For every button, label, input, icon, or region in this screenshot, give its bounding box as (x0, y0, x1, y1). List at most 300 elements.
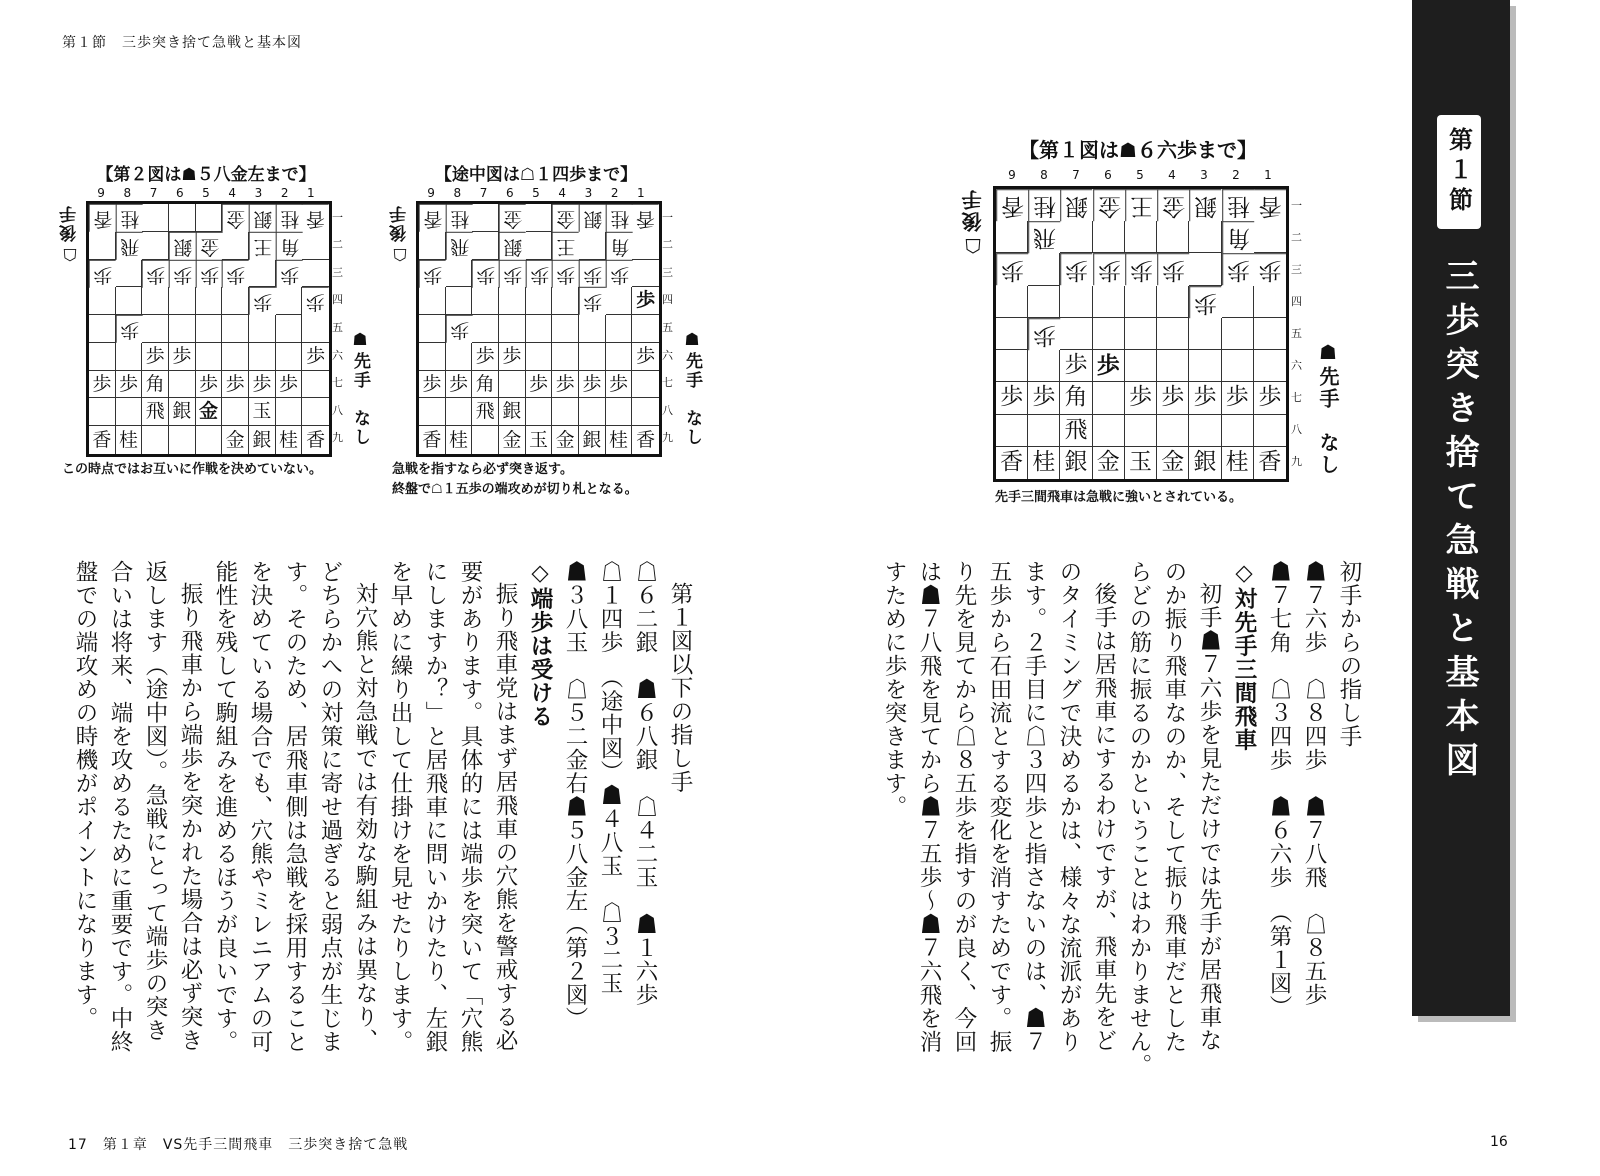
file-label: 4 (558, 186, 567, 200)
board-piece: 桂 (1222, 447, 1254, 479)
board-piece: 歩 (1189, 382, 1221, 414)
board-piece: 香 (89, 426, 116, 454)
diagram-3-note (62, 460, 322, 480)
board-square (526, 343, 553, 371)
board-piece: 歩 (1093, 253, 1125, 285)
body-line: すために歩を突きます。 (881, 560, 907, 819)
rank-label: 一 (1291, 199, 1302, 212)
board-piece: 金 (499, 204, 526, 232)
board-square (632, 315, 659, 343)
board-square (1060, 221, 1092, 253)
board-piece: 銀 (249, 426, 276, 454)
board-square (89, 232, 116, 260)
board-square (1028, 286, 1060, 318)
board-square (526, 287, 553, 315)
diagram-2-file-labels (418, 186, 654, 200)
diagram-2-board (416, 201, 662, 457)
board-piece: 歩 (89, 371, 116, 399)
board-piece: 銀 (579, 204, 606, 232)
diagram-1-gote-label: ☖後手 (961, 188, 985, 258)
left-page-body (67, 560, 697, 1054)
board-piece: 歩 (1157, 253, 1189, 285)
body-line: 初手☗７六歩を見ただけでは先手が居飛車な (1196, 582, 1222, 1052)
rank-label: 六 (1291, 359, 1302, 372)
board-square (249, 260, 276, 288)
board-square (552, 343, 579, 371)
board-square (142, 204, 169, 232)
board-piece: 飛 (446, 232, 473, 260)
board-square (606, 287, 633, 315)
board-piece: 歩 (996, 253, 1028, 285)
rank-label: 六 (332, 348, 343, 362)
board-piece: 玉 (526, 426, 553, 454)
board-square (472, 426, 499, 454)
board-piece: 金 (1093, 447, 1125, 479)
section-heading: ◇端歩は受ける (527, 560, 553, 728)
board-square (472, 315, 499, 343)
rank-label: 二 (662, 238, 673, 252)
board-square (1157, 350, 1189, 382)
section-tab-label: 第１節 (1437, 115, 1481, 229)
body-line: 振り飛車党はまず居飛車の穴熊を警戒する必 (492, 582, 518, 1052)
rank-label: 五 (662, 321, 673, 335)
board-piece: 桂 (446, 426, 473, 454)
board-piece: 桂 (276, 204, 303, 232)
board-square (552, 398, 579, 426)
section-tab-title: 三歩突き捨て急戦と基本図 (1439, 258, 1479, 786)
board-square (1028, 415, 1060, 447)
body-line: のタイミングで決めるかは、様々な流派があり (1056, 560, 1082, 1054)
right-page-body (876, 560, 1366, 1077)
board-piece: 歩 (552, 371, 579, 399)
board-piece: 角 (1222, 221, 1254, 253)
rank-label: 九 (1291, 455, 1302, 468)
board-piece: 歩 (276, 371, 303, 399)
board-piece: 歩 (302, 287, 329, 315)
file-label: 7 (149, 186, 158, 200)
board-piece: 銀 (499, 232, 526, 260)
board-square (526, 398, 553, 426)
diagram-1-board (993, 186, 1289, 482)
board-square (579, 398, 606, 426)
diagram-3-gote-label: ☖後手 (60, 204, 80, 264)
body-line: ☖６二銀 ☗６八銀 ☖４二玉 ☗１六歩 (632, 560, 658, 1007)
board-piece: 桂 (606, 426, 633, 454)
board-square (1189, 318, 1221, 350)
board-piece: 歩 (169, 343, 196, 371)
file-label: 9 (427, 186, 435, 200)
board-square (1093, 221, 1125, 253)
board-square (606, 343, 633, 371)
body-line: ます。２手目に☖３四歩と指さないのは、☗７ (1021, 560, 1047, 1054)
board-piece: 銀 (579, 426, 606, 454)
body-line: にしますか？」と居飛車に問いかけたり、左銀 (422, 560, 448, 1054)
board-square (472, 232, 499, 260)
board-piece: 歩 (579, 287, 606, 315)
board-square (552, 315, 579, 343)
board-piece: 飛 (142, 398, 169, 426)
board-piece: 歩 (116, 371, 143, 399)
board-square (302, 232, 329, 260)
board-square (632, 371, 659, 399)
board-piece: 歩 (499, 260, 526, 288)
board-square (472, 204, 499, 232)
board-piece: 歩 (1060, 350, 1092, 382)
board-square (1060, 318, 1092, 350)
board-piece: 銀 (249, 204, 276, 232)
board-square (1222, 415, 1254, 447)
body-line: ☗３八玉 ☖５二金右☗５八金左（第２図） (562, 560, 588, 1030)
board-square (222, 315, 249, 343)
body-line: 振り飛車から端歩を突かれた場合は必ず突き (177, 582, 203, 1052)
board-piece: 銀 (169, 232, 196, 260)
board-square (996, 286, 1028, 318)
board-piece: 飛 (472, 398, 499, 426)
board-piece: 歩 (606, 260, 633, 288)
board-piece: 玉 (249, 398, 276, 426)
board-piece: 香 (636, 428, 656, 451)
file-label: 4 (228, 186, 237, 200)
board-piece: 桂 (1028, 447, 1060, 479)
board-piece: 王 (1125, 189, 1157, 221)
diagram-2-rank-labels (662, 203, 673, 451)
board-piece: 桂 (116, 426, 143, 454)
board-square (142, 315, 169, 343)
diagram-note-line: 急戦を指すなら必ず突き返す。 (392, 462, 573, 477)
board-piece: 歩 (116, 315, 143, 343)
board-square (1157, 318, 1189, 350)
rank-label: 八 (1291, 423, 1302, 436)
board-piece: 歩 (1125, 253, 1157, 285)
board-square (606, 398, 633, 426)
board-piece: 歩 (472, 343, 499, 371)
board-square (1125, 415, 1157, 447)
body-line: ☗７七角 ☖３四歩 ☗６六歩 （第１図） (1266, 560, 1292, 1019)
file-label: 8 (453, 186, 462, 200)
body-line: 合いは将来、端を攻めるために重要です。中終 (107, 560, 133, 1054)
file-label: 1 (307, 186, 315, 200)
board-square (1093, 286, 1125, 318)
diagram-2-sente-label: ☗先手 なし (682, 330, 702, 447)
board-piece: 歩 (302, 343, 329, 371)
board-square (419, 287, 446, 315)
body-line: 盤での端攻めの時機がポイントになります。 (72, 560, 98, 1030)
board-square (302, 315, 329, 343)
diagram-note-line: 先手三間飛車は急戦に強いとされている。 (995, 490, 1243, 505)
board-piece: 金 (222, 426, 249, 454)
board-piece: 角 (276, 232, 303, 260)
board-square (1093, 415, 1125, 447)
board-square (1157, 221, 1189, 253)
body-line: 後手は居飛車にするわけですが、飛車先をど (1091, 582, 1117, 1052)
board-square (446, 260, 473, 288)
board-square (1254, 415, 1286, 447)
diagram-1-file-labels (996, 168, 1284, 182)
board-piece: 歩 (1060, 253, 1092, 285)
board-square (1189, 221, 1221, 253)
rank-label: 七 (662, 376, 673, 390)
rank-label: 三 (662, 265, 673, 279)
board-square (196, 315, 223, 343)
board-square (249, 343, 276, 371)
file-label: 9 (97, 186, 105, 200)
rank-label: 九 (662, 431, 673, 445)
board-piece: 玉 (1125, 447, 1157, 479)
board-piece: 歩 (196, 260, 223, 288)
file-label: 8 (1040, 168, 1048, 182)
board-piece: 金 (196, 398, 223, 426)
board-piece: 歩 (579, 260, 606, 288)
file-label: 5 (532, 186, 540, 200)
board-piece: 歩 (142, 260, 169, 288)
board-square (1157, 286, 1189, 318)
body-line: ☗７六歩 ☖８四歩 ☗７八飛 ☖８五歩 (1301, 560, 1327, 1007)
board-piece: 香 (1254, 189, 1286, 221)
board-piece: 歩 (89, 260, 116, 288)
file-label: 1 (1264, 168, 1272, 182)
board-square (606, 315, 633, 343)
body-line: 第１図以下の指し手 (667, 582, 693, 794)
board-square (499, 371, 526, 399)
board-square (446, 287, 473, 315)
rank-label: 一 (332, 210, 343, 224)
board-piece: 歩 (169, 260, 196, 288)
section-heading: ◇対先手三間飛車 (1231, 560, 1257, 752)
board-square (1222, 318, 1254, 350)
rank-label: 八 (332, 403, 343, 417)
board-square (1028, 253, 1060, 285)
body-line: り先を見てから☖８五歩を指すのが良く、今回 (951, 560, 977, 1054)
board-square (222, 343, 249, 371)
body-line: ☖１四歩 （途中図）☗４八玉 ☖３二玉 (597, 560, 623, 996)
rank-label: 三 (1291, 263, 1302, 276)
board-square (142, 287, 169, 315)
file-label: 4 (1168, 168, 1176, 182)
body-line: す。そのため、居飛車側は急戦を採用すること (282, 560, 308, 1054)
board-piece: 飛 (1028, 221, 1060, 253)
board-square (196, 343, 223, 371)
board-square (89, 315, 116, 343)
board-piece: 歩 (632, 343, 659, 371)
body-line: は☗７八飛を見てから☗７五歩〜☗７六飛を消 (916, 560, 942, 1054)
board-piece: 金 (222, 204, 249, 232)
board-piece: 香 (1258, 449, 1282, 476)
board-square (222, 398, 249, 426)
board-piece: 歩 (446, 371, 473, 399)
board-square (169, 315, 196, 343)
board-piece: 香 (302, 204, 329, 232)
rank-label: 八 (662, 403, 673, 417)
board-square (419, 343, 446, 371)
board-square (1093, 318, 1125, 350)
board-piece: 飛 (1060, 415, 1092, 447)
board-piece: 歩 (1093, 350, 1125, 382)
board-square (419, 315, 446, 343)
board-piece: 銀 (1189, 447, 1221, 479)
diagram-1-sente-label: ☗先手 なし (1316, 340, 1340, 476)
board-piece: 桂 (1222, 189, 1254, 221)
board-piece: 桂 (1028, 189, 1060, 221)
board-piece: 歩 (996, 382, 1028, 414)
board-square (276, 287, 303, 315)
board-square (116, 260, 143, 288)
board-piece: 歩 (1189, 286, 1221, 318)
board-square (632, 260, 659, 288)
board-piece: 歩 (606, 371, 633, 399)
rank-label: 五 (1291, 327, 1302, 340)
board-piece: 歩 (526, 260, 553, 288)
board-square (1254, 350, 1286, 382)
board-piece: 銀 (169, 398, 196, 426)
file-label: 5 (1136, 168, 1144, 182)
rank-label: 四 (1291, 295, 1302, 308)
board-square (1060, 286, 1092, 318)
board-square (1125, 221, 1157, 253)
board-square (276, 398, 303, 426)
board-square (499, 287, 526, 315)
diagram-3-sente-label: ☗先手 なし (350, 330, 370, 447)
board-piece: 金 (499, 426, 526, 454)
file-label: 3 (254, 186, 263, 200)
board-piece: 金 (196, 232, 223, 260)
diagram-note-line: この時点ではお互いに作戦を決めていない。 (62, 462, 323, 477)
diagram-3-caption: 【第２図は☗５八金左まで】 (96, 165, 316, 185)
board-square (169, 371, 196, 399)
board-square (169, 204, 196, 232)
board-square (249, 315, 276, 343)
board-square (116, 343, 143, 371)
diagram-note-line: 終盤で☖１五歩の端攻めが切り札となる。 (392, 482, 638, 497)
diagram-3-file-labels (88, 186, 324, 200)
board-square (142, 426, 169, 454)
board-square (579, 232, 606, 260)
board-piece: 王 (552, 232, 579, 260)
diagram-2-gote-label: ☖後手 (390, 204, 410, 264)
footer-left: 17 第１章 VS先手三間飛車 三歩突き捨て急戦 (68, 1137, 409, 1153)
board-square (222, 287, 249, 315)
board-piece: 歩 (579, 371, 606, 399)
body-line: 能性を残して駒組みを進めるほうが良いです。 (212, 560, 238, 1054)
rank-label: 四 (662, 293, 673, 307)
board-square (472, 287, 499, 315)
board-piece: 歩 (1254, 382, 1286, 414)
board-square (1028, 350, 1060, 382)
board-piece: 歩 (222, 371, 249, 399)
rank-label: 五 (332, 321, 343, 335)
board-square (1189, 415, 1221, 447)
board-square (996, 221, 1028, 253)
body-line: 要があります。具体的には端歩を突いて「穴熊 (457, 560, 483, 1054)
board-piece: 金 (1157, 189, 1189, 221)
board-square (632, 232, 659, 260)
file-label: 3 (1200, 168, 1208, 182)
diagram-3-rank-labels (332, 203, 343, 451)
rank-label: 七 (1291, 391, 1302, 404)
board-square (222, 232, 249, 260)
board-piece: 歩 (276, 260, 303, 288)
page-number: 16 (1490, 1134, 1508, 1150)
board-piece: 歩 (446, 315, 473, 343)
file-label: 7 (479, 186, 488, 200)
board-square (1222, 350, 1254, 382)
board-square (196, 287, 223, 315)
board-square (196, 204, 223, 232)
board-square (446, 398, 473, 426)
board-square (526, 315, 553, 343)
board-square (1254, 318, 1286, 350)
board-square (996, 350, 1028, 382)
board-piece: 歩 (1125, 382, 1157, 414)
body-line: らどの筋に振るのかということはわかりません。 (1126, 560, 1152, 1077)
rank-label: 四 (332, 293, 343, 307)
board-piece: 飛 (116, 232, 143, 260)
board-piece: 角 (142, 371, 169, 399)
board-square (1189, 253, 1221, 285)
board-square (1157, 415, 1189, 447)
board-square (526, 204, 553, 232)
file-label: 5 (202, 186, 210, 200)
board-piece: 桂 (276, 426, 303, 454)
board-piece: 歩 (526, 371, 553, 399)
body-line: を決めている場合でも、穴熊やミレニアムの可 (247, 560, 273, 1054)
file-label: 7 (1072, 168, 1080, 182)
board-piece: 香 (632, 204, 659, 232)
board-square (116, 398, 143, 426)
board-piece: 香 (996, 447, 1028, 479)
board-piece: 銀 (1060, 189, 1092, 221)
body-line: を早めに繰り出して仕掛けを見せたりします。 (387, 560, 413, 1054)
board-square (419, 232, 446, 260)
file-label: 6 (1104, 168, 1112, 182)
board-square (89, 398, 116, 426)
board-piece: 銀 (499, 398, 526, 426)
board-piece: 桂 (606, 204, 633, 232)
board-piece: 角 (606, 232, 633, 260)
board-square (276, 343, 303, 371)
board-square (579, 343, 606, 371)
board-square (446, 343, 473, 371)
board-piece: 歩 (1157, 382, 1189, 414)
body-line: のか振り飛車なのか、そして振り飛車だとした (1161, 560, 1187, 1054)
rank-label: 二 (1291, 231, 1302, 244)
board-square (1222, 286, 1254, 318)
board-square (89, 287, 116, 315)
diagram-1-rank-labels (1291, 189, 1302, 477)
file-label: 8 (123, 186, 132, 200)
body-line: 返します（途中図）。急戦にとって端歩の突き (142, 560, 168, 1043)
board-piece: 香 (996, 189, 1028, 221)
board-piece: 桂 (446, 204, 473, 232)
board-piece: 銀 (1060, 447, 1092, 479)
board-piece: 歩 (196, 371, 223, 399)
diagram-3-board (86, 201, 332, 457)
rank-label: 二 (332, 238, 343, 252)
diagram-2-note (392, 460, 638, 500)
board-square (1189, 350, 1221, 382)
board-piece: 香 (419, 426, 446, 454)
board-square (302, 398, 329, 426)
diagram-1-caption: 【第１図は☗６六歩まで】 (1019, 138, 1257, 162)
body-line: 対穴熊と対急戦では有効な駒組みは異なり、 (352, 582, 378, 1052)
board-piece: 歩 (1028, 382, 1060, 414)
board-square (1254, 221, 1286, 253)
board-square (1125, 318, 1157, 350)
body-line: 初手からの指し手 (1336, 560, 1362, 748)
board-piece: 角 (472, 371, 499, 399)
board-piece: 金 (1157, 447, 1189, 479)
board-square (996, 415, 1028, 447)
rank-label: 六 (662, 348, 673, 362)
